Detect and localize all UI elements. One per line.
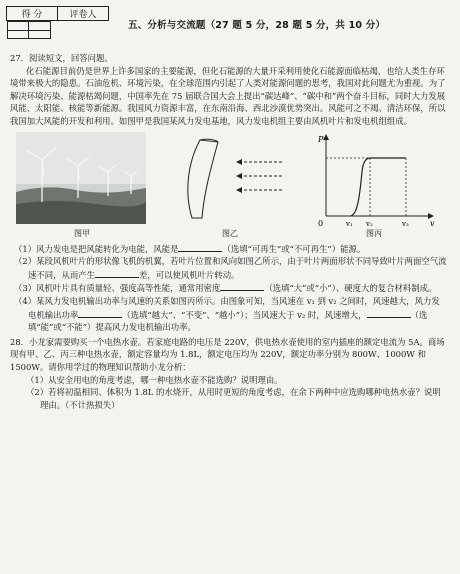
q28-sub1: （1）从安全用电的角度考虑，哪一种电热水壶不能选购？说明理由。 [26, 374, 283, 385]
q27-sub4-text-b: （选填“越大”、“不变”、“越小”）；当风速大于 v₂ 时，风速增大， [122, 309, 367, 320]
score-cell [7, 22, 29, 39]
graph-v3: v₃ [402, 219, 409, 228]
question-content [10, 52, 448, 411]
answer-blank[interactable] [78, 308, 122, 318]
score-label: 得 分 [7, 7, 58, 21]
answer-blank[interactable] [220, 281, 264, 291]
q27-passage: 化石能源目前仍是世界上许多国家的主要能源，但化石能源的大量开采利用使化石能源面临枯竭，也给人类生存环境带来极大的隐患。石油危机、环境污染，在全球范围内引起了人类对能源问题的思考，我国对此问题尤为重视。为了解决环境污染、能源枯竭问题，中国率先在 75 届联合国大会上提出“碳达峰”、“碳中和”两个奋斗目标，同时大力发展风能、太阳能、核能等新能源。我国风力资源丰富，在东南沿海、西北沙漠优势突出。风能可之不竭、清洁环保，所以我国加大风能的开发和利用。如图甲是我国某风力发电基地，风力发电机组主要由风机叶片和发电机组组成。 [10, 65, 446, 126]
score-table [6, 6, 109, 34]
q27-sub1 [10, 242, 448, 256]
q27-sub3-text: （3）风机叶片具有质量轻、强度高等性能，通常用密度 [14, 283, 221, 294]
grader-label: 评卷人 [58, 7, 109, 21]
graph-origin: 0 [318, 218, 324, 228]
graph-v1: v₁ [346, 219, 353, 228]
wind-farm-photo [16, 132, 146, 224]
q27-sub2-text: （2）某段风机叶片的形状像飞机的机翼，若叶片位置和风向如图乙所示，由于叶片两面形状不同导致叶片两面空气流速不同，从而产生 [14, 256, 447, 280]
q28-sub2: （2）若将初温相同、体积为 1.8L 的水烧开，从用时更短的角度考虑，在余下两种中应选购哪种电热水壶？说明理由。（不计热损失） [26, 387, 441, 410]
answer-blank[interactable] [95, 268, 139, 278]
graph-axis-v: v [430, 218, 435, 228]
power-graph [310, 132, 440, 228]
answer-blank[interactable] [367, 308, 411, 318]
q27-sub1-text-b: （选填“可再生”或“不可再生”）能源。 [222, 243, 366, 254]
q27-sub4 [10, 295, 448, 334]
q27-sub3 [10, 281, 448, 295]
q27-sub3-text-b: （选填“大”或“小”）、硬度大的复合材料制成。 [264, 283, 437, 294]
figures-row [10, 132, 448, 240]
q27-intro: 27．阅读短文，回答问题。 [10, 53, 113, 63]
section-title: 五、分析与交流题（27 题 5 分，28 题 5 分，共 10 分） [128, 20, 386, 31]
q28-stem: 28．小龙家需要购买一个电热水壶。若家庭电路的电压是 220V，供电热水壶使用的室内插座的额定电流为 5A。商场现有甲、乙、丙三种电热水壶，额定容量均为 1.8L，额定电压均为 220V，额定功率分别为 800W、1000W 和 1500W。请你用学过的物理知识帮助小龙分析： [10, 336, 445, 372]
q27-sub4-text-c: （选填“能”或“不能”）提高风力发电机输出功率。 [28, 309, 428, 333]
graph-v2: v₂ [366, 219, 373, 228]
fig-c-label: 图丙 [366, 228, 382, 238]
fig-b-label: 图乙 [222, 228, 238, 238]
answer-blank[interactable] [178, 242, 222, 252]
q27-sub2-text-b: 差，可以使风机叶片转动。 [139, 269, 240, 280]
q27-sub1-text: （1）风力发电是把风能转化为电能，风能是 [14, 243, 179, 254]
graph-axis-p: P [318, 134, 324, 144]
grader-cell [29, 22, 51, 39]
q27-sub2 [10, 255, 448, 281]
fig-a-label: 图甲 [74, 228, 90, 238]
q27-sub4-text: （4）某风力发电机输出功率与风速的关系如图丙所示。由图象可知，当风速在 v₁ 到 v₂ 之间时，风速越大，风力发电机输出功率 [14, 295, 440, 320]
blade-diagram [178, 132, 290, 224]
